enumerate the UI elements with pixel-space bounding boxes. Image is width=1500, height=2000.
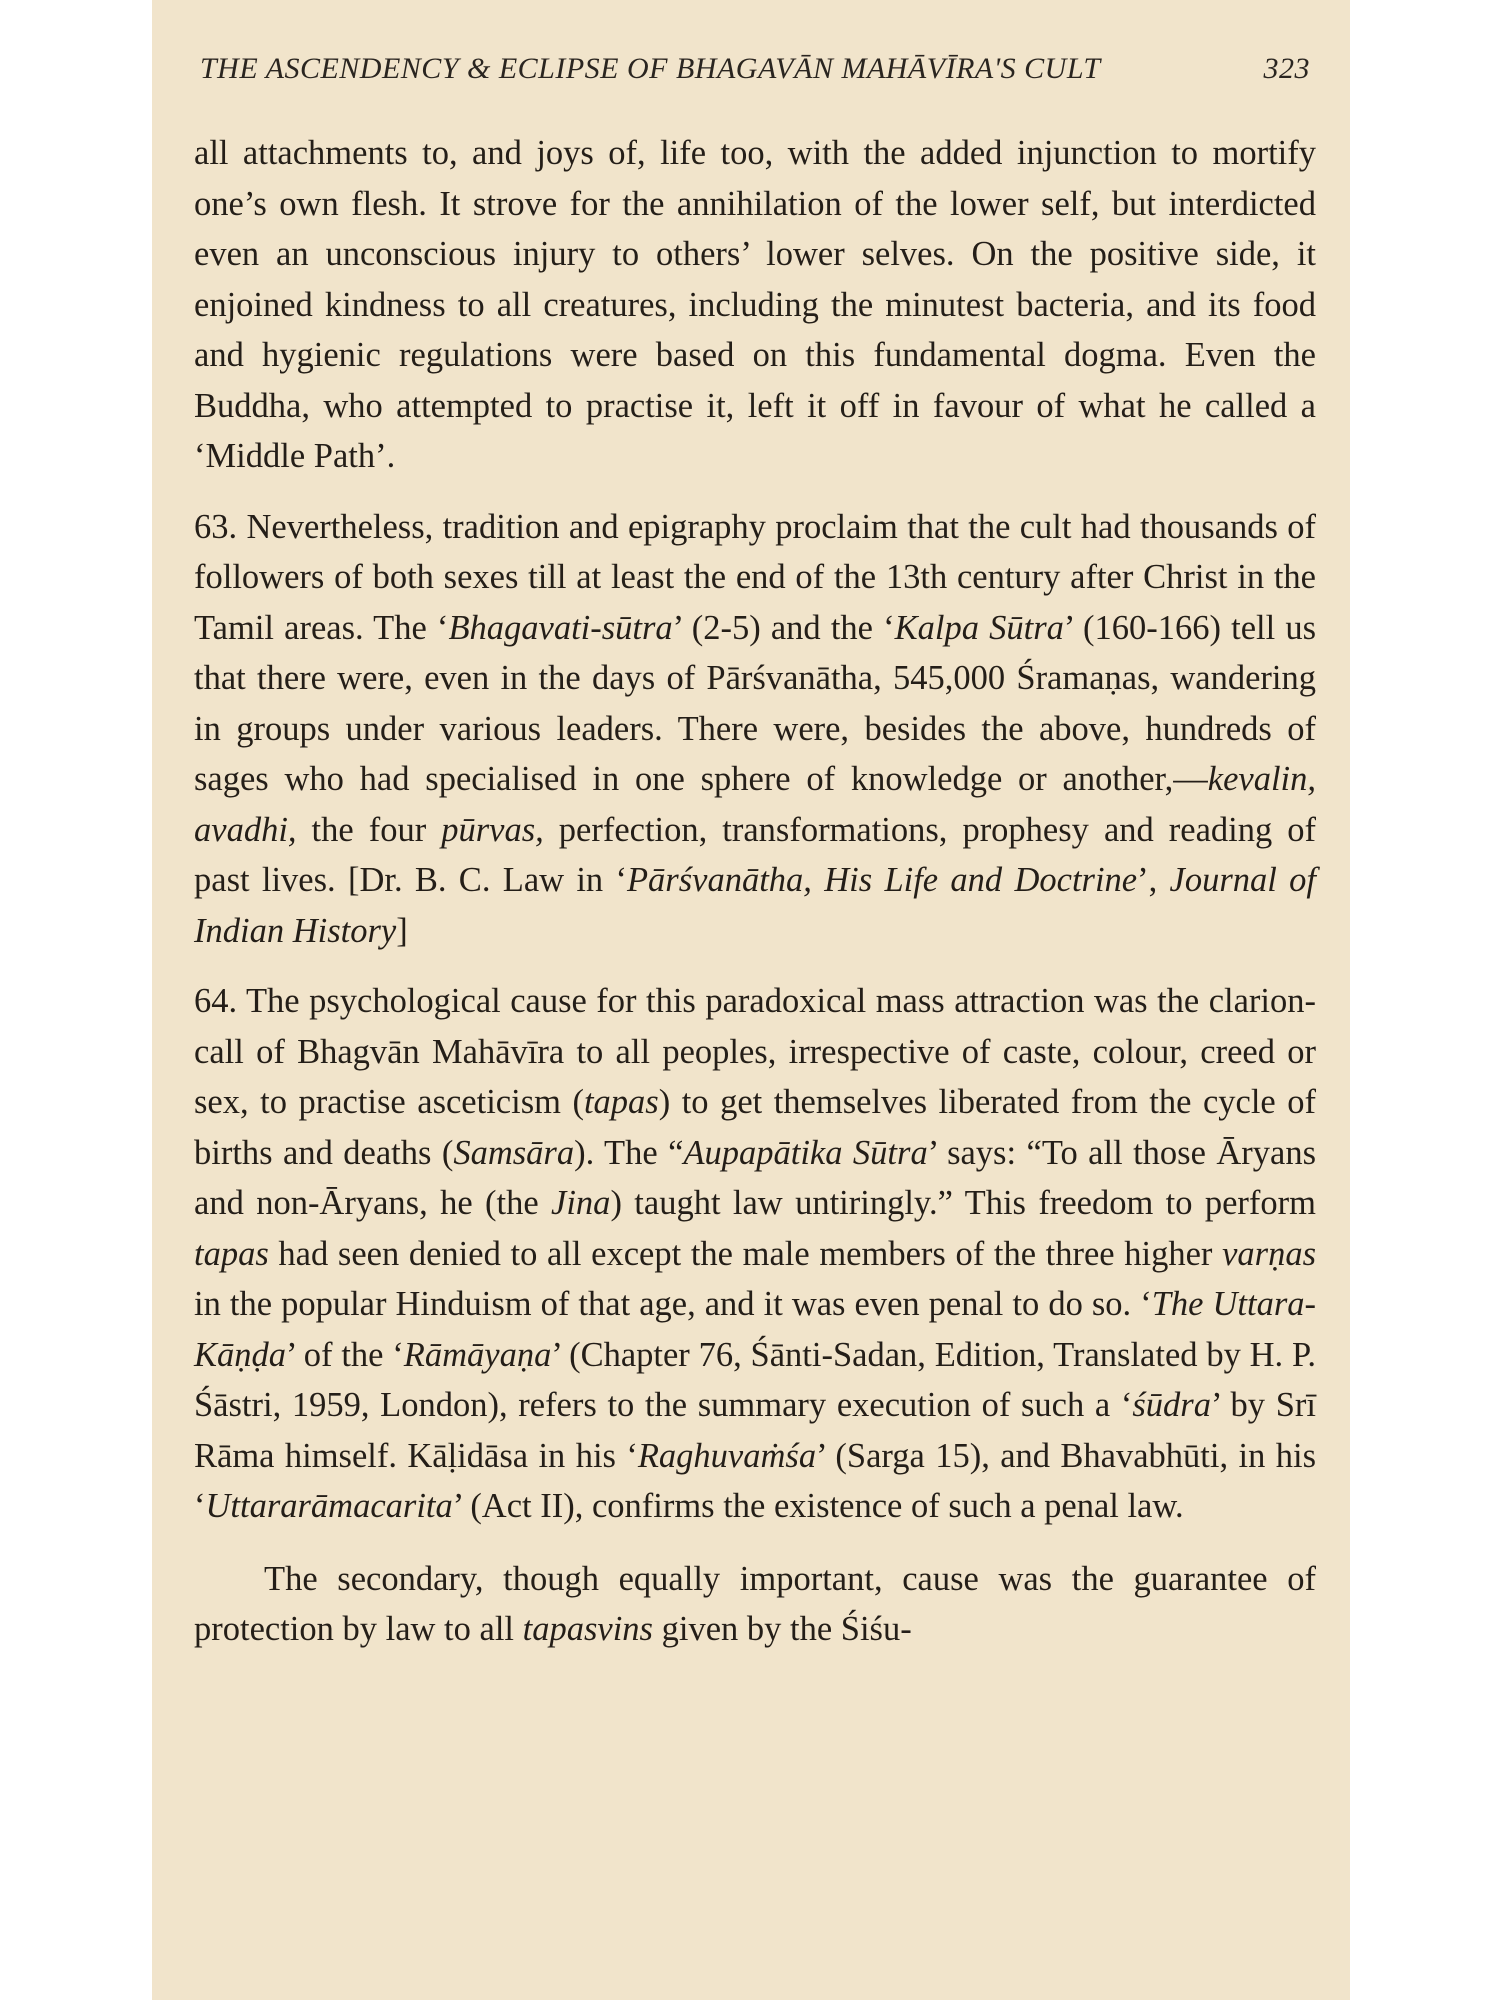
text-run: The psychological cause for this paradoxical mass attraction was the clarion-call of Bhagvān Mahāvīra to all peoples, irrespective of caste, colour, creed or sex, to practise asceticism ( xyxy=(194,982,1316,1121)
text-run: The secondary, though equally important, cause was the guarantee of protection by law to all xyxy=(194,1559,1316,1648)
italic-text: Jina xyxy=(551,1184,611,1222)
text-run: had seen denied to all except the male members of the three higher xyxy=(268,1234,1223,1273)
running-header xyxy=(200,52,1310,86)
text-run: perfection, transformations, prophesy and reading of past lives. [Dr. B. C. Law in ‘ xyxy=(194,810,1316,899)
italic-text: The Uttara-Kāṇḍa xyxy=(194,1285,1316,1374)
body-text xyxy=(194,128,1316,1655)
book-page xyxy=(152,0,1350,2000)
text-run: ) to get themselves liberated from the cycle of births and deaths ( xyxy=(194,1083,1316,1172)
italic-text: pūrvas, xyxy=(441,810,544,849)
italic-text: Bhagavati-sūtra xyxy=(448,608,673,647)
page-number: 323 xyxy=(1263,52,1310,85)
italic-text: varṇas xyxy=(1222,1234,1316,1273)
text-run: ’ (2-5) and the ‘ xyxy=(672,608,895,647)
italic-text: tapas xyxy=(583,1083,659,1121)
italic-text: kevalin, avadhi, xyxy=(194,760,1316,849)
italic-text: Rāmāyaṇa xyxy=(403,1335,552,1374)
paragraph xyxy=(194,128,1316,482)
italic-text: Uttararāmacarita xyxy=(205,1487,453,1525)
text-run: Nevertheless, tradition and epigraphy proclaim that the cult had thousands of followers of both sexes till at least the end of the 13th century after Christ in the Tamil areas. The ‘ xyxy=(194,507,1317,647)
italic-text: Raghuvaṁśa xyxy=(637,1436,817,1475)
italic-text: Samsāra xyxy=(453,1133,575,1172)
text-run: ’ (160-166) tell us that there were, even in the days of Pārśvanātha, 545,000 Śramaṇas, wandering in groups under various leaders. There were, besides the above, hundreds of sages who had specialised in one sphere of knowledge or another,— xyxy=(194,608,1317,798)
paragraph-number: 64. xyxy=(194,982,246,1020)
text-run: ). The “ xyxy=(574,1133,684,1172)
text-run: given by the Śiśu- xyxy=(652,1610,912,1648)
running-title: THE ASCENDENCY & ECLIPSE OF BHAGAVĀN MAHĀVĪRA'S CULT xyxy=(200,52,1101,85)
italic-text: Pārśvanātha, His Life and Doctrine xyxy=(626,861,1138,899)
italic-text: Aupapātika Sūtra xyxy=(683,1133,928,1172)
text-run: ’ (Chapter 76, Śānti-Sadan, Edition, Translated by H. P. Śāstri, 1959, London), refers to the summary execution of such a ‘ xyxy=(194,1335,1316,1424)
text-run: ’ says: “To all those Āryans and non-Āryans, he (the xyxy=(194,1133,1316,1222)
text-run: in the popular Hinduism of that age, and it was even penal to do so. ‘ xyxy=(194,1285,1152,1323)
text-run: ’, xyxy=(1137,861,1170,899)
text-run: ’ of the ‘ xyxy=(286,1335,404,1374)
text-run: ’ (Act II), confirms the existence of such a penal law. xyxy=(452,1487,1184,1525)
italic-text: tapas xyxy=(194,1234,269,1273)
text-run: ’ (Sarga 15), and Bhavabhūti, in his ‘ xyxy=(194,1436,1316,1525)
text-run: ’ by Srī Rāma himself. Kāḷidāsa in his ‘ xyxy=(194,1386,1316,1475)
italic-text: tapasvins xyxy=(522,1610,653,1648)
italic-text: Journal of Indian History xyxy=(194,861,1316,950)
italic-text: śūdra xyxy=(1132,1386,1211,1424)
paragraph-64 xyxy=(194,976,1316,1532)
paragraph-number: 63. xyxy=(194,507,247,546)
paragraph-63 xyxy=(194,502,1316,957)
text-run: ] xyxy=(396,911,408,950)
text-run: ) taught law untiringly.” This freedom to perform xyxy=(610,1184,1316,1222)
text-run: the four xyxy=(296,810,442,849)
italic-text: Kalpa Sūtra xyxy=(894,608,1064,647)
text-run: all attachments to, and joys of, life too, with the added injunction to mortify one’s own flesh. It strove for the annihilation of the lower self, but interdicted even an unconscious injury to others’ lower selves. On the positive side, it enjoined kindness to all creatures, including the minutest bacteria, and its food and hygienic regulations were based on this fundamental dogma. Even the Buddha, who attempted to practise it, left it off in favour of what he called a ‘Middle Path’. xyxy=(194,134,1316,475)
paragraph-continuation xyxy=(194,1554,1316,1655)
